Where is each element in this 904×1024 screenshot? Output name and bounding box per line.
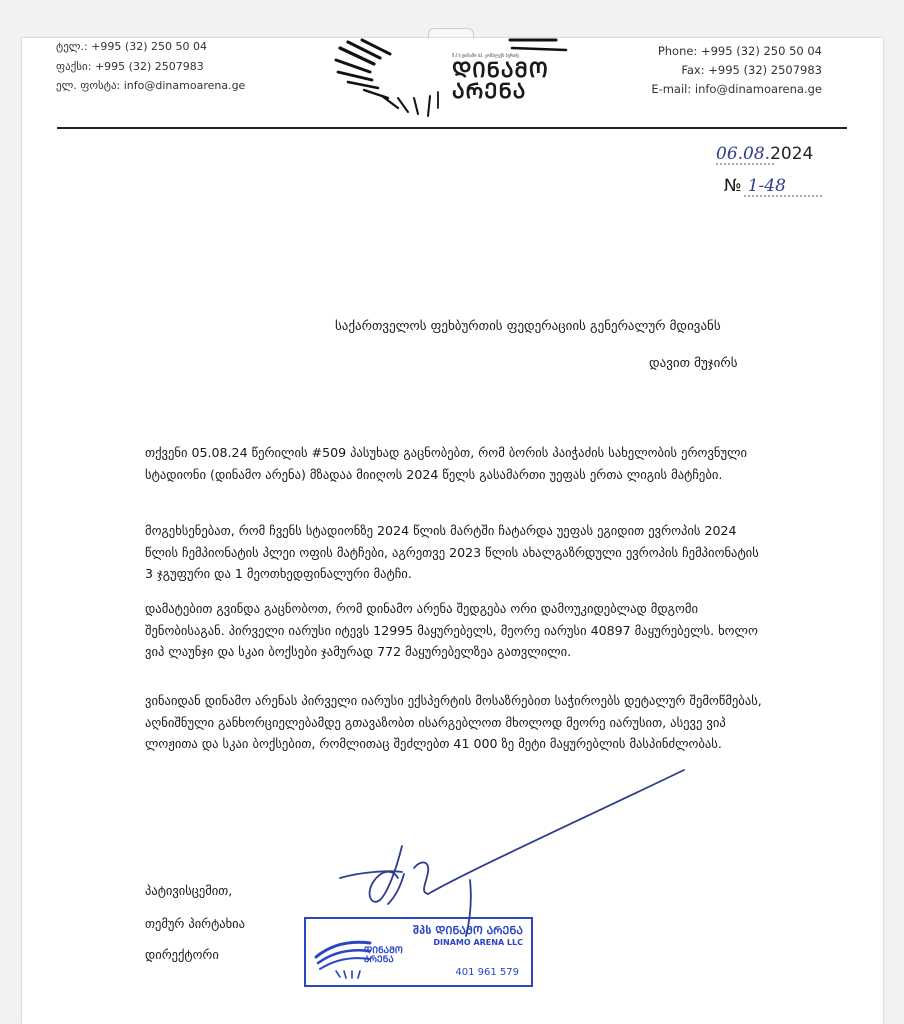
stamp-logo-icon xyxy=(312,931,372,981)
body-paragraph-4 xyxy=(145,690,765,755)
header-left-email: ელ. ფოსტა: info@dinamoarena.ge xyxy=(56,79,246,92)
letter-number xyxy=(724,176,786,196)
closing-name: თემურ პირტახია xyxy=(145,916,245,931)
stamp-name-en: DINAMO ARENA LLC xyxy=(433,938,523,947)
body-paragraph-3 xyxy=(145,598,765,663)
addressee-line2: დავით მუჯირს xyxy=(649,356,738,371)
logo-tagline: შ პ ს დინამო სპ. კომპლექს ბერიძე xyxy=(452,53,520,58)
header-divider xyxy=(57,127,847,129)
stamp-logo-text xyxy=(364,947,403,965)
addressee-line1: საქართველოს ფეხბურთის ფედერაციის გენერალურ მდივანს xyxy=(335,319,721,334)
header-right-email: E-mail: info@dinamoarena.ge xyxy=(651,82,822,96)
body-text-4: ვინაიდან დინამო არენას პირველი იარუსი ექსპერტის მოსაზრებით საჭიროებს დეტალურ შემოწმებას, აღნიშნული განხორციელებამდე გთავაზობთ ისარგებლოთ მხოლოდ მეორე იარუსით, ასევე ვიპ ლოჟითა და სკაი ბოქსებით, რომლითაც შეძლებთ 41 000 ზე მეტი მაყურებლის მასპინძლობას. xyxy=(145,693,762,751)
stamp-logo-line1: ᲓᲘᲜᲐᲛᲝ xyxy=(364,946,403,956)
body-paragraph-2 xyxy=(145,520,765,585)
stamp-logo-line2: ᲐᲠᲔᲜᲐ xyxy=(364,955,394,965)
header-left-phone: ტელ.: +995 (32) 250 50 04 xyxy=(56,40,207,53)
letter-date xyxy=(716,144,813,164)
logo-name-line1: ᲓᲘᲜᲐᲛᲝ xyxy=(452,58,549,82)
closing-title: დირექტორი xyxy=(145,947,219,962)
company-stamp xyxy=(304,917,533,987)
body-text-3: დამატებით გვინდა გაცნობოთ, რომ დინამო არენა შედგება ორი დამოუკიდებლად მდგომი შენობისაგან. პირველი იარუსი იტევს 12995 მაყურებელს, მეორე იარუსი 40897 მაყურებელს. ხოლო ვიპ ლაუნჯი და სკაი ბოქსები ჯამურად 772 მაყურებელზეა გათვლილი. xyxy=(145,601,758,659)
header-right-phone: Phone: +995 (32) 250 50 04 xyxy=(657,44,822,58)
logo-name-line2: ᲐᲠᲔᲜᲐ xyxy=(452,79,527,103)
number-prefix: № xyxy=(724,176,742,196)
stamp-id-code: 401 961 579 xyxy=(455,967,519,978)
body-text-1: თქვენი 05.08.24 წერილის #509 პასუხად გაცნობებთ, რომ ბორის პაიჭაძის სახელობის ეროვნული სტადიონი (დინამო არენა) მზადაა მიიღოს 2024 წელს გასამართი უეფას ერთა ლიგის მატჩები. xyxy=(145,445,747,482)
date-handwritten: 06.08. xyxy=(716,144,771,164)
closing-regards: პატივისცემით, xyxy=(145,883,233,898)
header-right-fax: Fax: +995 (32) 2507983 xyxy=(681,63,822,77)
header-left-fax: ფაქსი: +995 (32) 2507983 xyxy=(56,60,204,73)
body-text-2: მოგეხსენებათ, რომ ჩვენს სტადიონზე 2024 წლის მარტში ჩატარდა უეფას ეგიდით ევროპის 2024 წლის ჩემპიონატის პლეი ოფის მატჩები, აგრეთვე 2023 წლის ახალგაზრდული ევროპის ჩემპიონატის 3 ჯგუფური და 1 მეოთხედფინალური მატჩი. xyxy=(145,523,759,581)
number-handwritten: 1-48 xyxy=(747,176,786,196)
date-year: 2024 xyxy=(770,144,814,164)
body-paragraph-1 xyxy=(145,442,765,485)
stamp-name-ge: შპს ᲓᲘᲜᲐᲛᲝ ᲐᲠᲔᲜᲐ xyxy=(413,924,523,937)
